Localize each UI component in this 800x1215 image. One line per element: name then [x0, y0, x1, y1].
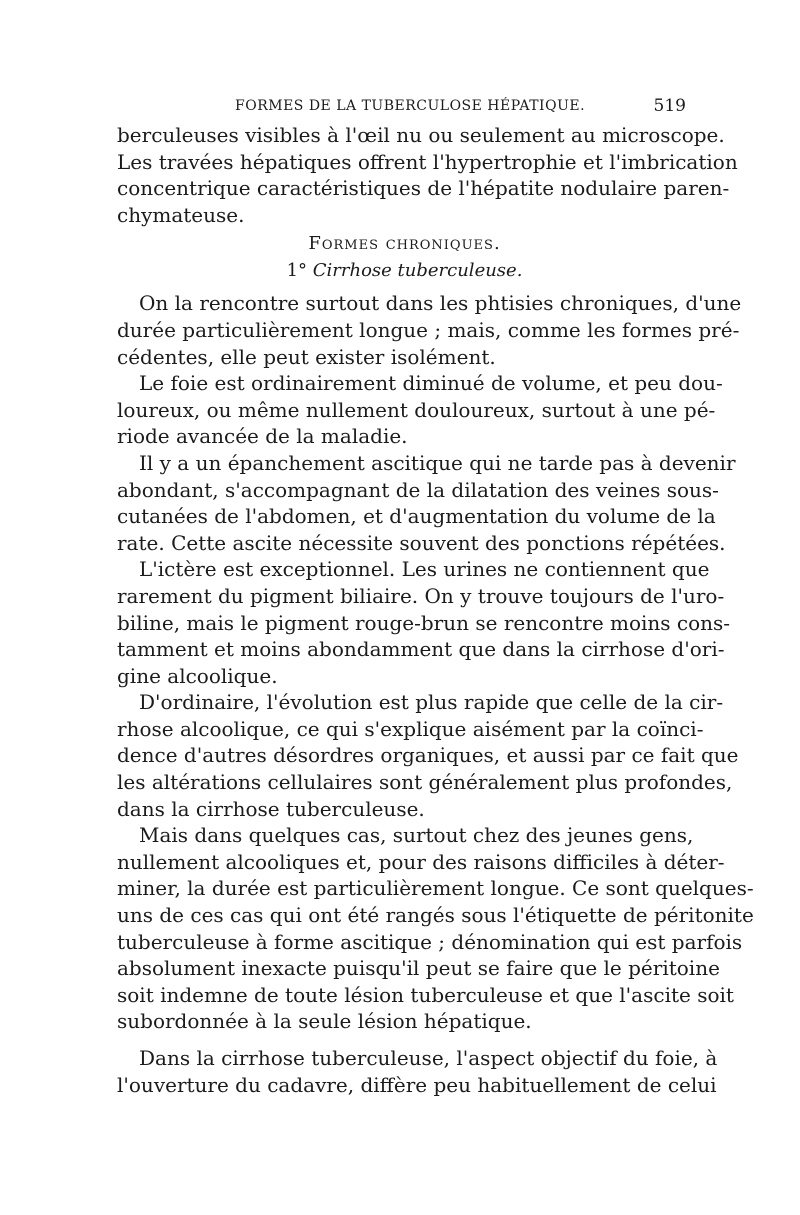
text-line: absolument inexacte puisqu'il peut se faire que le péritoine [117, 956, 720, 981]
text-line: Les travées hépatiques offrent l'hypertrophie et l'imbrication [117, 149, 738, 174]
text-line: Mais dans quelques cas, surtout chez des jeunes gens, [139, 823, 694, 848]
running-title: FORMES DE LA TUBERCULOSE HÉPATIQUE. [235, 98, 586, 114]
paragraph [117, 556, 731, 689]
paragraph [117, 1045, 718, 1098]
subsection-number: 1° [286, 260, 308, 282]
paragraph [117, 822, 754, 1035]
text-line: tuberculeuse à forme ascitique ; dénomination qui est parfois [117, 929, 743, 954]
paragraph [117, 689, 739, 822]
text-line: rhose alcoolique, ce qui s'explique aisément par la coïnci- [117, 716, 704, 741]
paragraph-gap [117, 1035, 692, 1045]
text-line: biline, mais le pigment rouge-brun se rencontre moins cons- [117, 610, 731, 635]
text-line: concentrique caractéristiques de l'hépatite nodulaire paren- [117, 176, 730, 201]
text-line: les altérations cellulaires sont généralement plus profondes, [117, 770, 733, 795]
text-line: D'ordinaire, l'évolution est plus rapide que celle de la cir- [139, 690, 724, 715]
text-line: cédentes, elle peut exister isolément. [117, 344, 496, 369]
text-line: rate. Cette ascite nécessite souvent des ponctions répétées. [117, 530, 726, 555]
body-text [117, 122, 754, 1098]
subsection-title [117, 257, 692, 284]
text-line: chymateuse. [117, 202, 245, 227]
text-line: abondant, s'accompagnant de la dilatation des veines sous- [117, 477, 719, 502]
text-line: berculeuses visibles à l'œil nu ou seulement au microscope. [117, 123, 725, 147]
paragraph [117, 370, 723, 450]
text-line: Le foie est ordinairement diminué de volume, et peu dou- [139, 371, 723, 396]
subsection-label: Cirrhose tuberculeuse. [312, 260, 523, 282]
text-line: cutanées de l'abdomen, et d'augmentation du volume de la [117, 504, 716, 529]
page-number: 519 [653, 96, 686, 116]
text-line: subordonnée à la seule lésion hépatique. [117, 1009, 532, 1034]
text-line: dence d'autres désordres organiques, et aussi par ce fait que [117, 743, 739, 768]
text-line: riode avancée de la maladie. [117, 424, 408, 449]
text-line: L'ictère est exceptionnel. Les urines ne contiennent que [139, 557, 710, 582]
text-line: nullement alcooliques et, pour des raisons difficiles à déter- [117, 849, 725, 874]
text-line: rarement du pigment biliaire. On y trouve toujours de l'uro- [117, 583, 725, 608]
text-line: tamment et moins abondamment que dans la cirrhose d'ori- [117, 637, 725, 662]
continuation-paragraph [117, 122, 738, 228]
text-line: l'ouverture du cadavre, diffère peu habituellement de celui [117, 1072, 717, 1097]
text-line: gine alcoolique. [117, 663, 278, 688]
text-line: dans la cirrhose tuberculeuse. [117, 796, 425, 821]
text-line: loureux, ou même nullement douloureux, surtout à une pé- [117, 397, 716, 422]
text-line: uns de ces cas qui ont été rangés sous l'étiquette de péritonite [117, 903, 754, 928]
running-head [117, 92, 692, 122]
section-title: Formes chroniques. [308, 233, 501, 255]
text-line: On la rencontre surtout dans les phtisies chroniques, d'une [139, 291, 742, 316]
paragraph [117, 290, 742, 370]
text-line: soit indemne de toute lésion tuberculeuse et que l'ascite soit [117, 982, 734, 1007]
book-page [117, 92, 754, 1098]
text-line: durée particulièrement longue ; mais, comme les formes pré- [117, 317, 740, 342]
text-line: miner, la durée est particulièrement longue. Ce sont quelques- [117, 876, 754, 901]
paragraph [117, 450, 736, 556]
text-line: Il y a un épanchement ascitique qui ne tarde pas à devenir [139, 450, 736, 475]
text-line: Dans la cirrhose tuberculeuse, l'aspect objectif du foie, à [139, 1046, 718, 1070]
